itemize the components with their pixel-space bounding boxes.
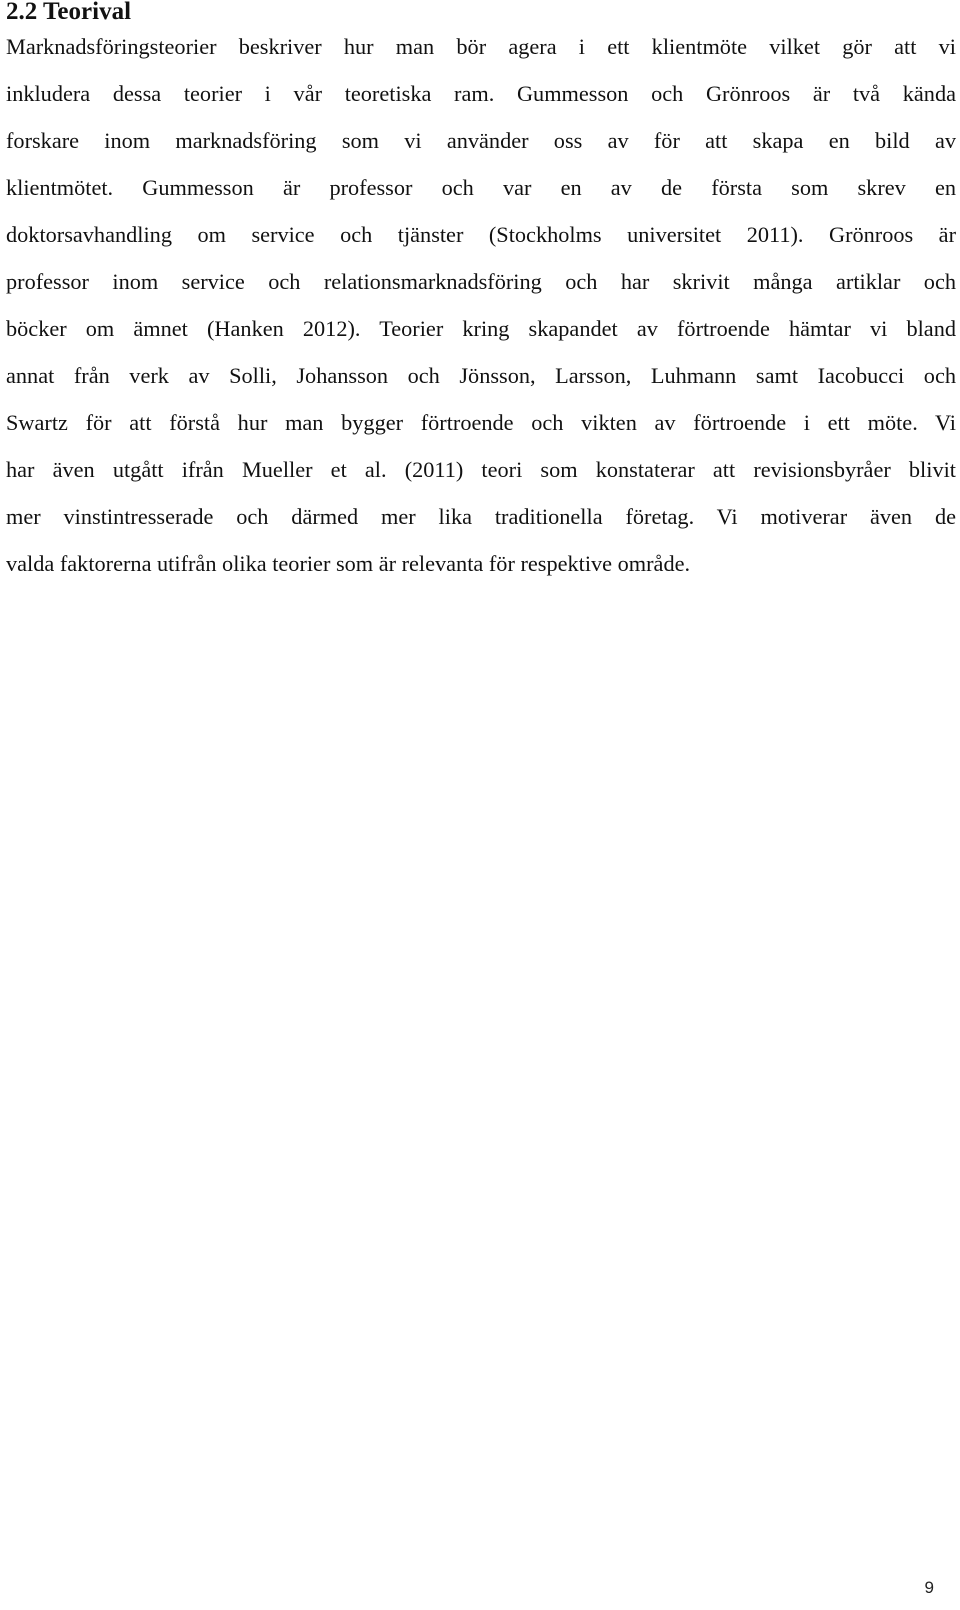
paragraph-line: inkludera dessa teorier i vår teoretiska ram. Gummesson och Grönroos är två kända bbox=[6, 81, 956, 106]
paragraph-line: klientmötet. Gummesson är professor och var en av de första som skrev en bbox=[6, 175, 956, 200]
paragraph-line: forskare inom marknadsföring som vi använder oss av för att skapa en bild av bbox=[6, 128, 956, 153]
paragraph-line: Marknadsföringsteorier beskriver hur man bör agera i ett klientmöte vilket gör att vi bbox=[6, 34, 956, 59]
paragraph-line: professor inom service och relationsmarknadsföring och har skrivit många artiklar och bbox=[6, 269, 956, 294]
paragraph-line: valda faktorerna utifrån olika teorier som är relevanta för respektive område. bbox=[6, 551, 691, 576]
section-heading: 2.2 Teorival bbox=[6, 0, 132, 25]
paragraph-line: Swartz för att förstå hur man bygger förtroende och vikten av förtroende i ett möte. Vi bbox=[6, 410, 956, 435]
body-paragraph bbox=[6, 29, 956, 593]
paragraph-line: annat från verk av Solli, Johansson och Jönsson, Larsson, Luhmann samt Iacobucci och bbox=[6, 363, 956, 388]
paragraph-line: böcker om ämnet (Hanken 2012). Teorier kring skapandet av förtroende hämtar vi bland bbox=[6, 316, 956, 341]
paragraph-line: har även utgått ifrån Mueller et al. (2011) teori som konstaterar att revisionsbyråer blivit bbox=[6, 457, 956, 482]
paragraph-line: mer vinstintresserade och därmed mer lika traditionella företag. Vi motiverar även de bbox=[6, 504, 956, 529]
page-number: 9 bbox=[924, 1578, 934, 1597]
paragraph-line: doktorsavhandling om service och tjänster (Stockholms universitet 2011). Grönroos är bbox=[6, 222, 956, 247]
